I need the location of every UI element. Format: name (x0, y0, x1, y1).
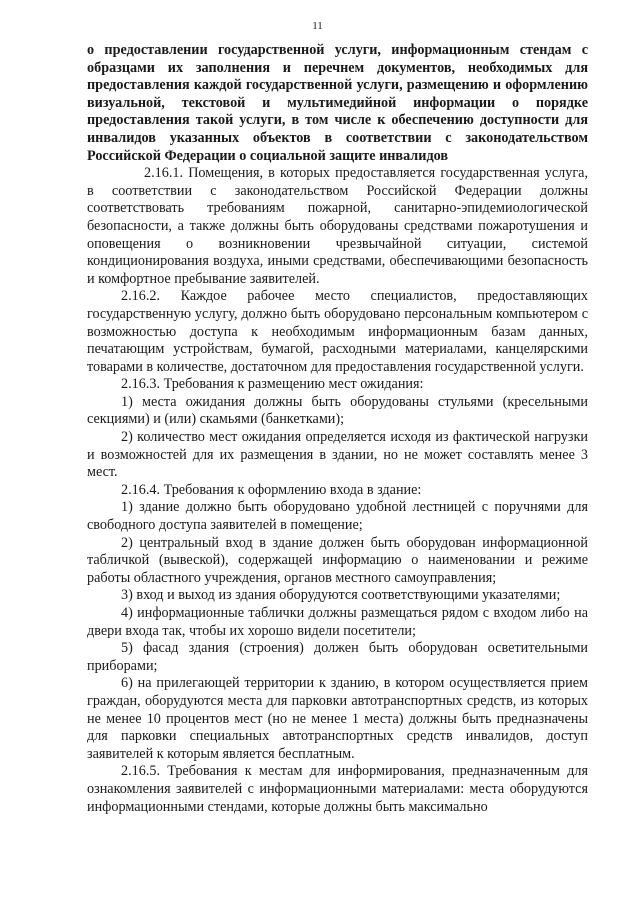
list-item-entrance-6: 6) на прилегающей территории к зданию, в котором осуществляется прием граждан, оборудуются места для парковки автотранспортных средств, из которых не менее 10 процентов мест (но не менее 1 места) должны быть предназначены для парковки специальных автотранспортных средств инвалидов, доступ заявителей к которым является бесплатным. (87, 675, 588, 762)
list-item-entrance-4: 4) информационные таблички должны размещаться рядом с входом либо на двери входа так, чтобы их хорошо видели посетители; (87, 605, 588, 639)
list-item-entrance-5: 5) фасад здания (строения) должен быть оборудован осветительными приборами; (87, 640, 588, 674)
list-item-waiting-2: 2) количество мест ожидания определяется исходя из фактической нагрузки и возможностей для их размещения в здании, но не может составлять менее 3 мест. (87, 429, 588, 481)
page-body (87, 42, 588, 816)
list-item-entrance-3: 3) вход и выход из здания оборудуются соответствующими указателями; (121, 587, 561, 604)
paragraph-2-16-4: 2.16.4. Требования к оформлению входа в здание: (121, 481, 422, 498)
page-number: 11 (312, 20, 323, 32)
paragraph-2-16-5: 2.16.5. Требования к местам для информирования, предназначенным для ознакомления заявителей с информационными материалами: места оборудуются информационными стендами, которые должны быть максимально (87, 763, 588, 815)
paragraph-2-16-3: 2.16.3. Требования к размещению мест ожидания: (121, 376, 424, 393)
section-heading: о предоставлении государственной услуги, информационным стендам с образцами их заполнения и перечнем документов, необходимых для предоставления каждой государственной услуги, размещению и оформлению визуальной, текстовой и мультимедийной информации о порядке предоставления такой услуги, в том числе к обеспечению доступности для инвалидов указанных объектов в соответствии с законодательством Российской Федерации о социальной защите инвалидов (87, 42, 588, 164)
list-item-waiting-1: 1) места ожидания должны быть оборудованы стульями (кресельными секциями) и (или) скамьями (банкетками); (87, 393, 588, 428)
list-item-entrance-1: 1) здание должно быть оборудовано удобной лестницей с поручнями для свободного доступа заявителей в помещение; (87, 499, 588, 534)
paragraph-2-16-2: 2.16.2. Каждое рабочее место специалистов, предоставляющих государственную услугу, должно быть оборудовано персональным компьютером с возможностью доступа к необходимым информационным базам данных, печатающим устройствам, бумагой, расходными материалами, канцелярскими товарами в количестве, достаточном для предоставления государственной услуги. (87, 288, 588, 375)
list-item-entrance-2: 2) центральный вход в здание должен быть оборудован информационной табличкой (вывеской), содержащей информацию о наименовании и режиме работы областного учреждения, органов местного самоуправления; (87, 534, 588, 586)
paragraph-2-16-1: 2.16.1. Помещения, в которых предоставляется государственная услуга, в соответствии с законодательством Российской Федерации должны соответствовать требованиям пожарной, санитарно-эпидемиологической безопасности, а также должны быть оборудованы средствами пожаротушения и оповещения о возникновении чрезвычайной ситуации, системой кондиционирования воздуха, иными средствами, обеспечивающими безопасность и комфортное пребывание заявителей. (87, 165, 588, 287)
